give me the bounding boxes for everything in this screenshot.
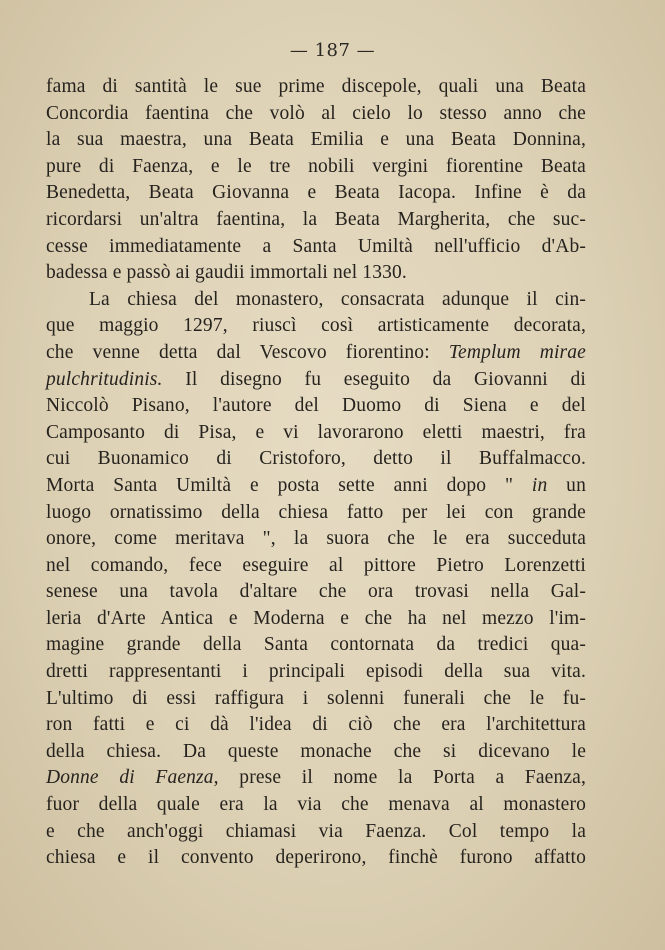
- text-line: Concordia faentina che volò al cielo lo stesso anno che: [46, 102, 586, 124]
- text-line: Niccolò Pisano, l'autore del Duomo di Siena e del: [46, 395, 586, 417]
- text-line: fama di santità le sue prime discepole, quali una Beata: [46, 76, 586, 97]
- text-line: onore, come meritava ", la suora che le era succeduta: [46, 528, 586, 550]
- text-line: L'ultimo di essi raffigura i solenni funerali che le fu-: [46, 687, 586, 709]
- text-line: que maggio 1297, riuscì così artisticamente decorata,: [46, 315, 586, 337]
- text-line: Benedetta, Beata Giovanna e Beata Iacopa. Infine è da: [46, 182, 586, 204]
- page-number: — 187 —: [289, 40, 376, 61]
- text-line: Donne di Faenza, prese il nome la Porta a Faenza,: [46, 767, 586, 789]
- text-line: cesse immediatamente a Santa Umiltà nell'ufficio d'Ab-: [46, 235, 586, 257]
- text-line: dretti rappresentanti i principali episodi della sua vita.: [46, 661, 586, 683]
- text-line: badessa e passò ai gaudii immortali nel 1330.: [46, 262, 407, 284]
- text-line: La chiesa del monastero, consacrata adunque il cin-: [89, 288, 586, 310]
- text-line: chiesa e il convento deperirono, finchè furono affatto: [46, 847, 586, 869]
- italic-phrase: Templum mirae: [448, 341, 586, 363]
- text-line: pure di Faenza, e le tre nobili vergini fiorentine Beata: [46, 155, 586, 177]
- text-line: Camposanto di Pisa, e vi lavorarono eletti maestri, fra: [46, 421, 586, 443]
- text-line: leria d'Arte Antica e Moderna e che ha nel mezzo l'im-: [46, 607, 586, 629]
- body-text: [46, 74, 586, 872]
- text-line: ron fatti e ci dà l'idea di ciò che era l'architettura: [46, 714, 586, 736]
- italic-phrase: Donne di Faenza,: [46, 767, 219, 789]
- text-line: cui Buonamico di Cristoforo, detto il Buffalmacco.: [46, 448, 586, 470]
- text-line: senese una tavola d'altare che ora trovasi nella Gal-: [46, 581, 586, 603]
- text-line: nel comando, fece eseguire al pittore Pietro Lorenzetti: [46, 554, 586, 576]
- text-line: Morta Santa Umiltà e posta sette anni dopo " in un: [46, 474, 586, 496]
- text-line: della chiesa. Da queste monache che si dicevano le: [46, 740, 586, 762]
- text-line: e che anch'oggi chiamasi via Faenza. Col tempo la: [46, 820, 586, 842]
- text-line: magine grande della Santa contornata da tredici qua-: [46, 634, 586, 656]
- italic-phrase: in: [531, 474, 548, 496]
- italic-phrase: pulchritudinis.: [46, 368, 163, 390]
- text-line: pulchritudinis. Il disegno fu eseguito da Giovanni di: [46, 368, 586, 390]
- text-line: che venne detta dal Vescovo fiorentino: Templum mirae: [46, 341, 586, 363]
- text-line: luogo ornatissimo della chiesa fatto per lei con grande: [46, 501, 586, 523]
- text-line: la sua maestra, una Beata Emilia e una Beata Donnina,: [46, 129, 586, 151]
- text-line: fuor della quale era la via che menava al monastero: [46, 794, 586, 816]
- text-line: ricordarsi un'altra faentina, la Beata Margherita, che suc-: [46, 208, 586, 230]
